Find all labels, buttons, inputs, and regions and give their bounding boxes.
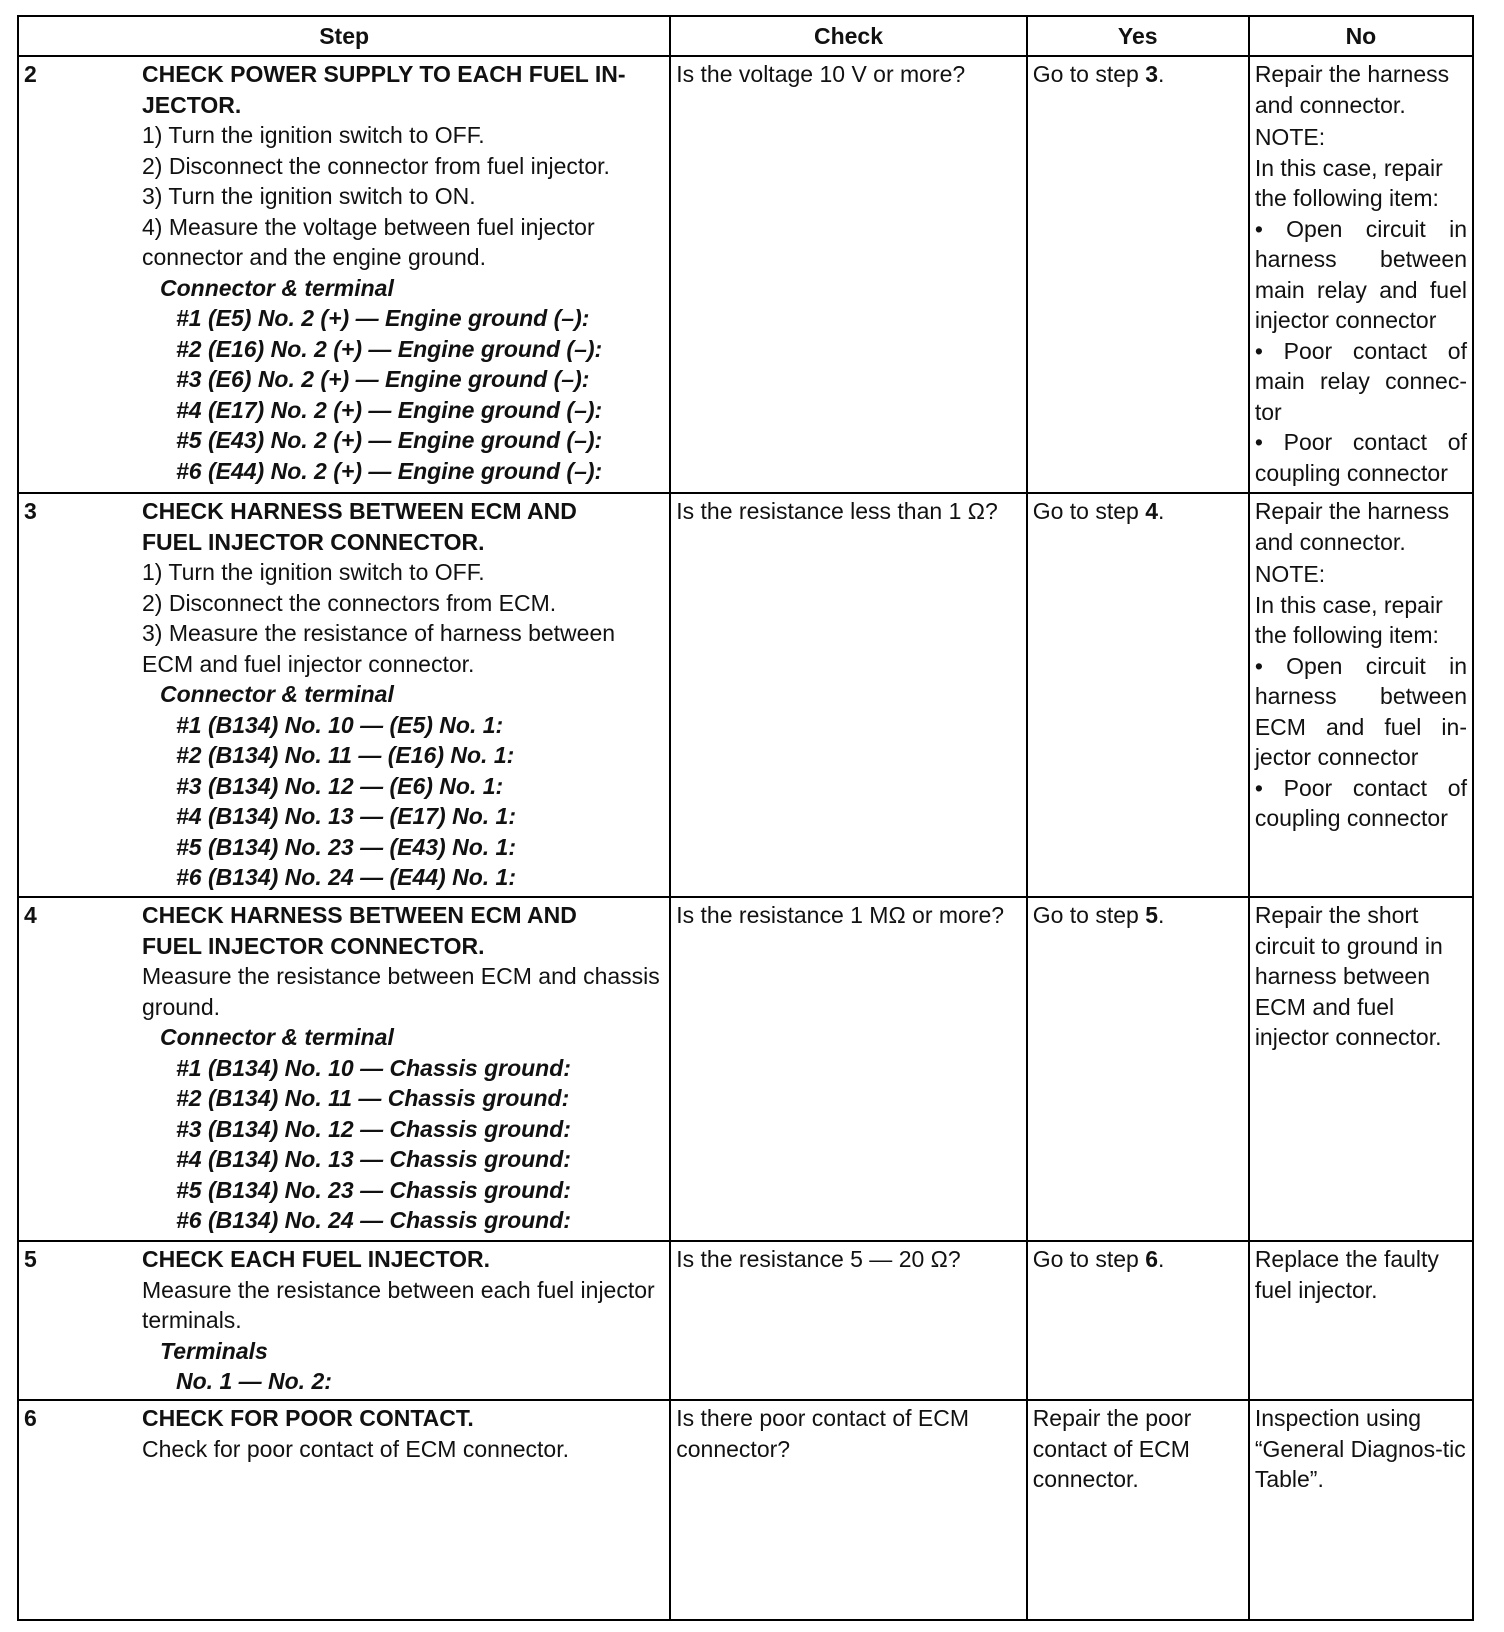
terminal-item: No. 1 — No. 2:: [176, 1368, 332, 1394]
check-cell: Is the voltage 10 V or more?: [670, 56, 1026, 493]
connector-item: #2 (E16) No. 2 (+) — Engine ground (–):: [176, 335, 603, 362]
connector-item: #3 (E6) No. 2 (+) — Engine ground (–):: [176, 366, 590, 392]
note-text: In this case, repair the following item:: [1254, 154, 1443, 211]
check-cell: Is the resistance 5 — 20 Ω?: [670, 1241, 1026, 1400]
connector-terminal-heading: Connector & terminal: [160, 1024, 394, 1050]
note-bullet: • Open circuit in harness between ECM and fuel in-jector connector: [1254, 652, 1467, 770]
check-cell: Is there poor contact of ECM connector?: [670, 1400, 1026, 1620]
note-bullet: • Poor contact of main relay connec-tor: [1254, 337, 1467, 425]
step-cell: [18, 56, 670, 493]
connector-item: #2 (B134) No. 11 — Chassis ground:: [176, 1085, 570, 1111]
instruction: 1) Turn the ignition switch to OFF.: [142, 559, 485, 585]
step-cell: [18, 1241, 670, 1400]
table-row-step-3: [18, 493, 1473, 897]
diagnostic-table: [17, 15, 1474, 1621]
step-title: CHECK HARNESS BETWEEN ECM AND FUEL INJECTOR CONNECTOR.: [142, 902, 577, 959]
connector-item: #3 (B134) No. 12 — (E6) No. 1:: [176, 772, 504, 799]
instruction: Check for poor contact of ECM connector.: [142, 1435, 569, 1462]
connector-item: #4 (B134) No. 13 — (E17) No. 1:: [176, 803, 516, 829]
note-bullet: • Poor contact of coupling connector: [1254, 774, 1467, 831]
step-number: 2: [24, 61, 37, 87]
check-cell: Is the resistance 1 MΩ or more?: [670, 897, 1026, 1241]
note-text: In this case, repair the following item:: [1254, 591, 1443, 648]
table-row-step-6: [18, 1400, 1473, 1620]
header-step: Step: [18, 16, 670, 56]
no-cell: [1249, 56, 1473, 493]
step-number: 5: [24, 1246, 37, 1272]
table-row-step-4: [18, 897, 1473, 1241]
note-bullet: • Open circuit in harness between main relay and fuel injector connector: [1254, 215, 1467, 333]
header-row: [18, 16, 1473, 56]
connector-item: #1 (B134) No. 10 — Chassis ground:: [176, 1054, 571, 1081]
terminals-heading: Terminals: [160, 1337, 268, 1364]
connector-item: #6 (E44) No. 2 (+) — Engine ground (–):: [176, 457, 603, 484]
connector-terminal-heading: Connector & terminal: [160, 681, 394, 707]
step-number: 3: [24, 498, 37, 524]
note-label: NOTE:: [1254, 561, 1326, 587]
connector-item: #5 (B134) No. 23 — Chassis ground:: [176, 1176, 571, 1203]
header-yes: Yes: [1027, 16, 1249, 56]
instruction: 4) Measure the voltage between fuel injector connector and the engine ground.: [142, 213, 595, 270]
instruction: 2) Disconnect the connector from fuel injector.: [142, 152, 610, 179]
step-number: 6: [24, 1405, 37, 1431]
header-check: Check: [670, 16, 1026, 56]
no-cell: Replace the faulty fuel injector.: [1249, 1241, 1473, 1400]
no-main-text: Repair the harness and connector.: [1254, 61, 1450, 118]
yes-cell: Repair the poor contact of ECM connector.: [1027, 1400, 1249, 1620]
connector-item: #4 (B134) No. 13 — Chassis ground:: [176, 1146, 571, 1172]
connector-item: #2 (B134) No. 11 — (E16) No. 1:: [176, 742, 515, 768]
instruction: 1) Turn the ignition switch to OFF.: [142, 122, 485, 148]
connector-item: #6 (B134) No. 24 — (E44) No. 1:: [176, 864, 516, 890]
step-title: CHECK POWER SUPPLY TO EACH FUEL IN- JECTOR.: [142, 61, 626, 118]
connector-item: #4 (E17) No. 2 (+) — Engine ground (–):: [176, 396, 603, 423]
yes-cell: Go to step 5.: [1027, 897, 1249, 1241]
note-label: NOTE:: [1254, 124, 1326, 150]
no-main-text: Repair the harness and connector.: [1254, 498, 1450, 555]
connector-item: #5 (E43) No. 2 (+) — Engine ground (–):: [176, 427, 603, 453]
instruction: 2) Disconnect the connectors from ECM.: [142, 589, 557, 616]
table-row-step-2: [18, 56, 1473, 493]
no-cell: Inspection using “General Diagnos-tic Table”.: [1249, 1400, 1473, 1620]
step-number: 4: [24, 902, 37, 928]
step-title: CHECK FOR POOR CONTACT.: [142, 1405, 474, 1431]
connector-item: #6 (B134) No. 24 — Chassis ground:: [176, 1207, 571, 1233]
no-cell: Repair the short circuit to ground in harness between ECM and fuel injector connector.: [1249, 897, 1473, 1241]
instruction: Measure the resistance between ECM and chassis ground.: [142, 963, 660, 1020]
table-row-step-5: [18, 1241, 1473, 1400]
connector-item: #1 (B134) No. 10 — (E5) No. 1:: [176, 711, 504, 738]
step-cell: [18, 1400, 670, 1620]
step-cell: [18, 897, 670, 1241]
header-no: No: [1249, 16, 1473, 56]
yes-cell: Go to step 3.: [1027, 56, 1249, 493]
instruction: 3) Turn the ignition switch to ON.: [142, 183, 476, 209]
step-title: CHECK EACH FUEL INJECTOR.: [142, 1246, 491, 1272]
step-cell: [18, 493, 670, 897]
note-bullet: • Poor contact of coupling connector: [1254, 429, 1467, 486]
yes-cell: Go to step 6.: [1027, 1241, 1249, 1400]
yes-cell: Go to step 4.: [1027, 493, 1249, 897]
connector-item: #3 (B134) No. 12 — Chassis ground:: [176, 1115, 571, 1142]
no-cell: [1249, 493, 1473, 897]
step-title: CHECK HARNESS BETWEEN ECM AND FUEL INJECTOR CONNECTOR.: [142, 498, 577, 555]
check-cell: Is the resistance less than 1 Ω?: [670, 493, 1026, 897]
connector-item: #5 (B134) No. 23 — (E43) No. 1:: [176, 833, 516, 860]
connector-item: #1 (E5) No. 2 (+) — Engine ground (–):: [176, 305, 590, 331]
connector-terminal-heading: Connector & terminal: [160, 274, 394, 301]
instruction: 3) Measure the resistance of harness between ECM and fuel injector connector.: [142, 620, 616, 677]
instruction: Measure the resistance between each fuel injector terminals.: [142, 1276, 655, 1333]
